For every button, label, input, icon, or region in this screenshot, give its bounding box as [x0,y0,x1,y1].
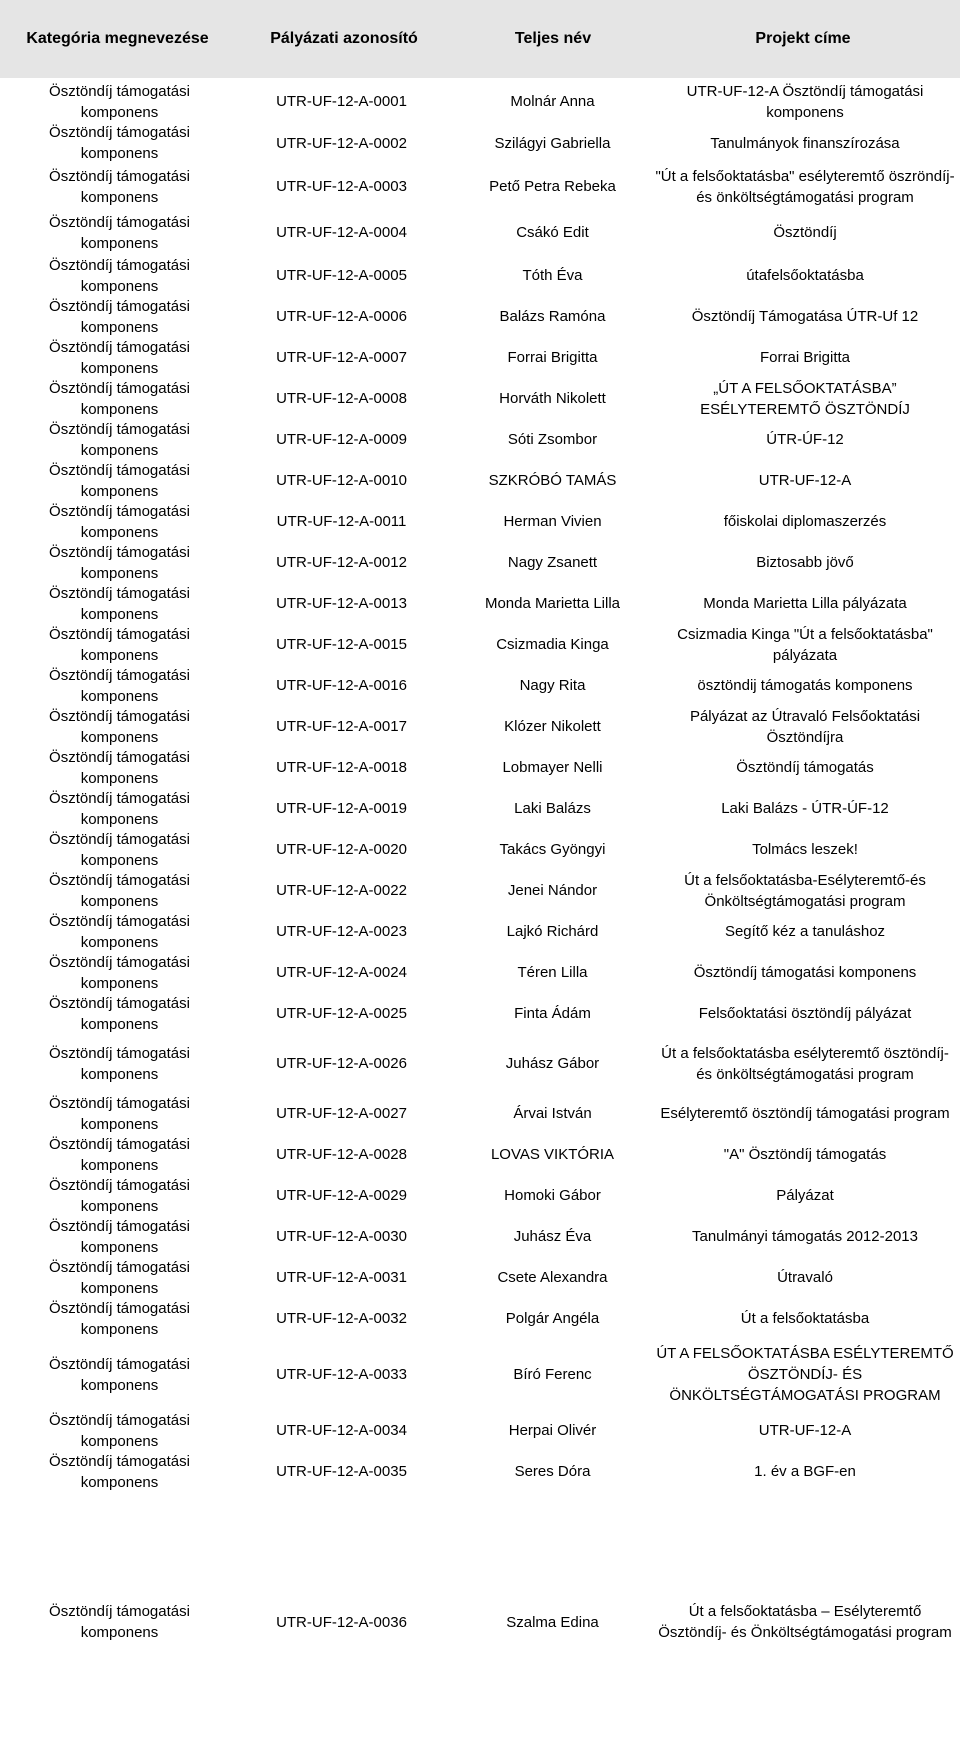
table-row [0,255,960,296]
id-cell: UTR-UF-12-A-0035 [276,1463,407,1480]
category-cell: Ösztöndíj támogatási komponens [49,789,190,828]
category-cell: Ösztöndíj támogatási komponens [49,256,190,295]
category-cell: Ösztöndíj támogatási komponens [49,1094,190,1133]
id-cell: UTR-UF-12-A-0002 [276,134,407,152]
table-header [0,0,960,78]
category-cell: Ösztöndíj támogatási komponens [49,707,190,746]
id-cell: UTR-UF-12-A-0031 [276,1269,407,1286]
title-cell: Útravaló [777,1269,833,1286]
table-row [0,1175,960,1216]
name-cell: Monda Marietta Lilla [484,595,621,612]
header-category: Kategória megnevezése [26,30,209,47]
title-cell: Biztosabb jövő [756,554,854,571]
category-cell: Ösztöndíj támogatási komponens [49,543,190,582]
table-row [0,1451,960,1492]
category-cell: Ösztöndíj támogatási komponens [49,748,190,787]
title-cell: Út a felsőoktatásba-Esélyteremtő-és Önköltségtámogatási program [684,871,926,910]
table-row [0,1034,960,1093]
id-cell: UTR-UF-12-A-0007 [276,349,407,366]
title-cell: Tanulmányi támogatás 2012-2013 [692,1228,918,1245]
name-cell: SZKRÓBÓ TAMÁS [488,472,617,489]
title-cell: Út a felsőoktatásba esélyteremtő ösztöndíj- és önköltségtámogatási program [661,1044,949,1083]
table-row [0,501,960,542]
id-cell: UTR-UF-12-A-0011 [276,513,407,530]
title-cell: UTR-UF-12-A Ösztöndíj támogatási komponens [686,82,924,121]
name-cell: Csákó Edit [516,224,589,241]
table-row [0,210,960,255]
header-id: Pályázati azonosító [270,30,418,47]
category-cell: Ösztöndíj támogatási komponens [49,871,190,910]
name-cell: Polgár Angéla [505,1310,600,1327]
category-cell: Ösztöndíj támogatási komponens [49,953,190,992]
id-cell: UTR-UF-12-A-0016 [276,677,407,694]
table-row [0,1216,960,1257]
name-cell: Árvai István [513,1105,592,1122]
title-cell: Pályázat az Útravaló Felsőoktatási Ösztöndíjra [689,707,921,746]
category-cell: Ösztöndíj támogatási komponens [49,1044,190,1083]
table-row [0,665,960,706]
category-cell: Ösztöndíj támogatási komponens [49,82,190,121]
id-cell: UTR-UF-12-A-0010 [276,472,407,489]
table-row [0,706,960,747]
title-cell: UTR-UF-12-A [758,472,852,489]
table-row [0,993,960,1034]
header-name: Teljes név [514,30,592,47]
category-cell: Ösztöndíj támogatási komponens [49,338,190,377]
title-cell: főiskolai diplomaszerzés [723,513,887,530]
name-cell: Szalma Edina [506,1613,599,1631]
name-cell: Jenei Nándor [507,882,598,899]
name-cell: Molnár Anna [510,93,595,110]
table-row [0,583,960,624]
id-cell: UTR-UF-12-A-0025 [276,1005,407,1022]
id-cell: UTR-UF-12-A-0027 [276,1105,407,1122]
header-title: Projekt címe [755,30,851,47]
table-row [0,419,960,460]
id-cell: UTR-UF-12-A-0033 [276,1366,407,1383]
title-cell: ösztöndij támogatás komponens [697,677,913,694]
category-cell: Ösztöndíj támogatási komponens [49,1355,190,1394]
id-cell: UTR-UF-12-A-0004 [276,224,407,241]
name-cell: Forrai Brigitta [507,349,598,366]
title-cell: Tanulmányok finanszírozása [710,134,900,152]
category-cell: Ösztöndíj támogatási komponens [49,1603,190,1641]
category-cell: Ösztöndíj támogatási komponens [49,379,190,418]
id-cell: UTR-UF-12-A-0028 [276,1146,407,1163]
name-cell: Nagy Zsanett [507,554,598,571]
category-cell: Ösztöndíj támogatási komponens [49,1258,190,1297]
id-cell: UTR-UF-12-A-0024 [276,964,407,981]
name-cell: Balázs Ramóna [499,308,606,325]
id-cell: UTR-UF-12-A-0009 [276,431,407,448]
name-cell: Lobmayer Nelli [502,759,603,776]
table-row [0,829,960,870]
title-cell: UTR-UF-12-A [758,1422,852,1439]
category-cell: Ösztöndíj támogatási komponens [49,584,190,623]
table-row [0,460,960,501]
category-cell: Ösztöndíj támogatási komponens [49,994,190,1033]
title-cell: ÚT A FELSŐOKTATÁSBA ESÉLYTEREMTŐ ÖSZTÖNDÍJ- ÉS ÖNKÖLTSÉGTÁMOGATÁSI PROGRAM [656,1345,954,1404]
id-cell: UTR-UF-12-A-0008 [276,390,407,407]
title-cell: útafelsőoktatásba [746,267,864,284]
name-cell: Csizmadia Kinga [496,636,609,653]
name-cell: LOVAS VIKTÓRIA [490,1146,615,1163]
title-cell: 1. év a BGF-en [754,1463,856,1480]
table-row [0,1339,960,1410]
name-cell: Csete Alexandra [497,1269,608,1286]
title-cell: Ösztöndíj [773,224,837,241]
id-cell: UTR-UF-12-A-0022 [276,882,407,899]
id-cell: UTR-UF-12-A-0017 [276,718,407,735]
category-cell: Ösztöndíj támogatási komponens [49,420,190,459]
id-cell: UTR-UF-12-A-0001 [276,93,407,110]
category-cell: Ösztöndíj támogatási komponens [49,461,190,500]
id-cell: UTR-UF-12-A-0032 [276,1310,407,1327]
name-cell: Laki Balázs [514,800,591,817]
table-row [0,542,960,583]
title-cell: Monda Marietta Lilla pályázata [703,595,907,612]
title-cell: Ösztöndíj támogatás [736,759,874,776]
table-row [0,747,960,788]
name-cell: Horváth Nikolett [499,390,606,407]
id-cell: UTR-UF-12-A-0036 [276,1613,407,1631]
name-cell: Herpai Olivér [508,1422,597,1439]
name-cell: Homoki Gábor [504,1187,601,1204]
category-cell: Ösztöndíj támogatási komponens [49,297,190,336]
title-cell: Laki Balázs - ÚTR-ÚF-12 [721,800,889,817]
category-cell: Ösztöndíj támogatási komponens [49,1411,190,1450]
id-cell: UTR-UF-12-A-0026 [276,1055,407,1072]
category-cell: Ösztöndíj támogatási komponens [49,1452,190,1491]
name-cell: Takács Gyöngyi [499,841,606,858]
table-row [0,163,960,210]
title-cell: "A" Ösztöndíj támogatás [723,1146,887,1163]
name-cell: Nagy Rita [519,677,586,694]
category-cell: Ösztöndíj támogatási komponens [49,124,190,162]
table-row [0,1298,960,1339]
table-row [0,80,960,123]
table-row [0,123,960,163]
name-cell: Juhász Gábor [505,1055,600,1072]
name-cell: Pető Petra Rebeka [489,178,616,195]
table-row [0,378,960,419]
category-cell: Ösztöndíj támogatási komponens [49,167,190,206]
name-cell: Sóti Zsombor [507,431,598,448]
title-cell: „ÚT A FELSŐOKTATÁSBA” ESÉLYTEREMTŐ ÖSZTÖNDÍJ [700,379,910,418]
id-cell: UTR-UF-12-A-0023 [276,923,407,940]
id-cell: UTR-UF-12-A-0018 [276,759,407,776]
name-cell: Szilágyi Gabriella [494,134,611,152]
id-cell: UTR-UF-12-A-0005 [276,267,407,284]
category-cell: Ösztöndíj támogatási komponens [49,1135,190,1174]
table-row [0,337,960,378]
category-cell: Ösztöndíj támogatási komponens [49,1217,190,1256]
title-cell: Segítő kéz a tanuláshoz [724,923,886,940]
name-cell: Seres Dóra [514,1463,591,1480]
category-cell: Ösztöndíj támogatási komponens [49,1176,190,1215]
table-row [0,1093,960,1134]
id-cell: UTR-UF-12-A-0020 [276,841,407,858]
category-cell: Ösztöndíj támogatási komponens [49,502,190,541]
name-cell: Juhász Éva [513,1228,592,1245]
title-cell: Felsőoktatási ösztöndíj pályázat [698,1005,912,1022]
id-cell: UTR-UF-12-A-0019 [276,800,407,817]
name-cell: Finta Ádám [514,1005,591,1022]
id-cell: UTR-UF-12-A-0030 [276,1228,407,1245]
category-cell: Ösztöndíj támogatási komponens [49,213,190,252]
name-cell: Téren Lilla [517,964,588,981]
title-cell: "Út a felsőoktatásba" esélyteremtő öszröndíj- és önköltségtámogatási program [655,167,955,206]
table-row [0,911,960,952]
table-row [0,870,960,911]
category-cell: Ösztöndíj támogatási komponens [49,830,190,869]
id-cell: UTR-UF-12-A-0029 [276,1187,407,1204]
name-cell: Lajkó Richárd [506,923,599,940]
table-row [0,624,960,665]
id-cell: UTR-UF-12-A-0006 [276,308,407,325]
id-cell: UTR-UF-12-A-0015 [276,636,407,653]
title-cell: Út a felsőoktatásba – Esélyteremtő Ösztöndíj- és Önköltségtámogatási program [658,1603,952,1641]
table-row [0,1134,960,1175]
name-cell: Klózer Nikolett [504,718,601,735]
id-cell: UTR-UF-12-A-0012 [276,554,407,571]
table-row [0,1492,960,1752]
id-cell: UTR-UF-12-A-0034 [276,1422,407,1439]
title-cell: Forrai Brigitta [759,349,851,366]
table-row [0,1257,960,1298]
id-cell: UTR-UF-12-A-0013 [276,595,407,612]
title-cell: Ösztöndíj támogatási komponens [693,964,917,981]
table-row [0,1410,960,1451]
table-row [0,788,960,829]
title-cell: Út a felsőoktatásba [740,1310,870,1327]
name-cell: Bíró Ferenc [513,1366,592,1383]
title-cell: Tolmács leszek! [752,841,858,858]
title-cell: Csizmadia Kinga "Út a felsőoktatásba" pályázata [677,625,933,664]
id-cell: UTR-UF-12-A-0003 [276,178,407,195]
title-cell: Esélyteremtő ösztöndíj támogatási program [660,1105,950,1122]
title-cell: Ösztöndíj Támogatása ÚTR-Uf 12 [691,308,919,325]
table-row [0,296,960,337]
category-cell: Ösztöndíj támogatási komponens [49,625,190,664]
name-cell: Tóth Éva [522,267,583,284]
category-cell: Ösztöndíj támogatási komponens [49,1299,190,1338]
category-cell: Ösztöndíj támogatási komponens [49,666,190,705]
table-row [0,952,960,993]
name-cell: Herman Vivien [503,513,602,530]
title-cell: Pályázat [776,1187,834,1204]
title-cell: ÚTR-ÚF-12 [766,431,844,448]
category-cell: Ösztöndíj támogatási komponens [49,912,190,951]
